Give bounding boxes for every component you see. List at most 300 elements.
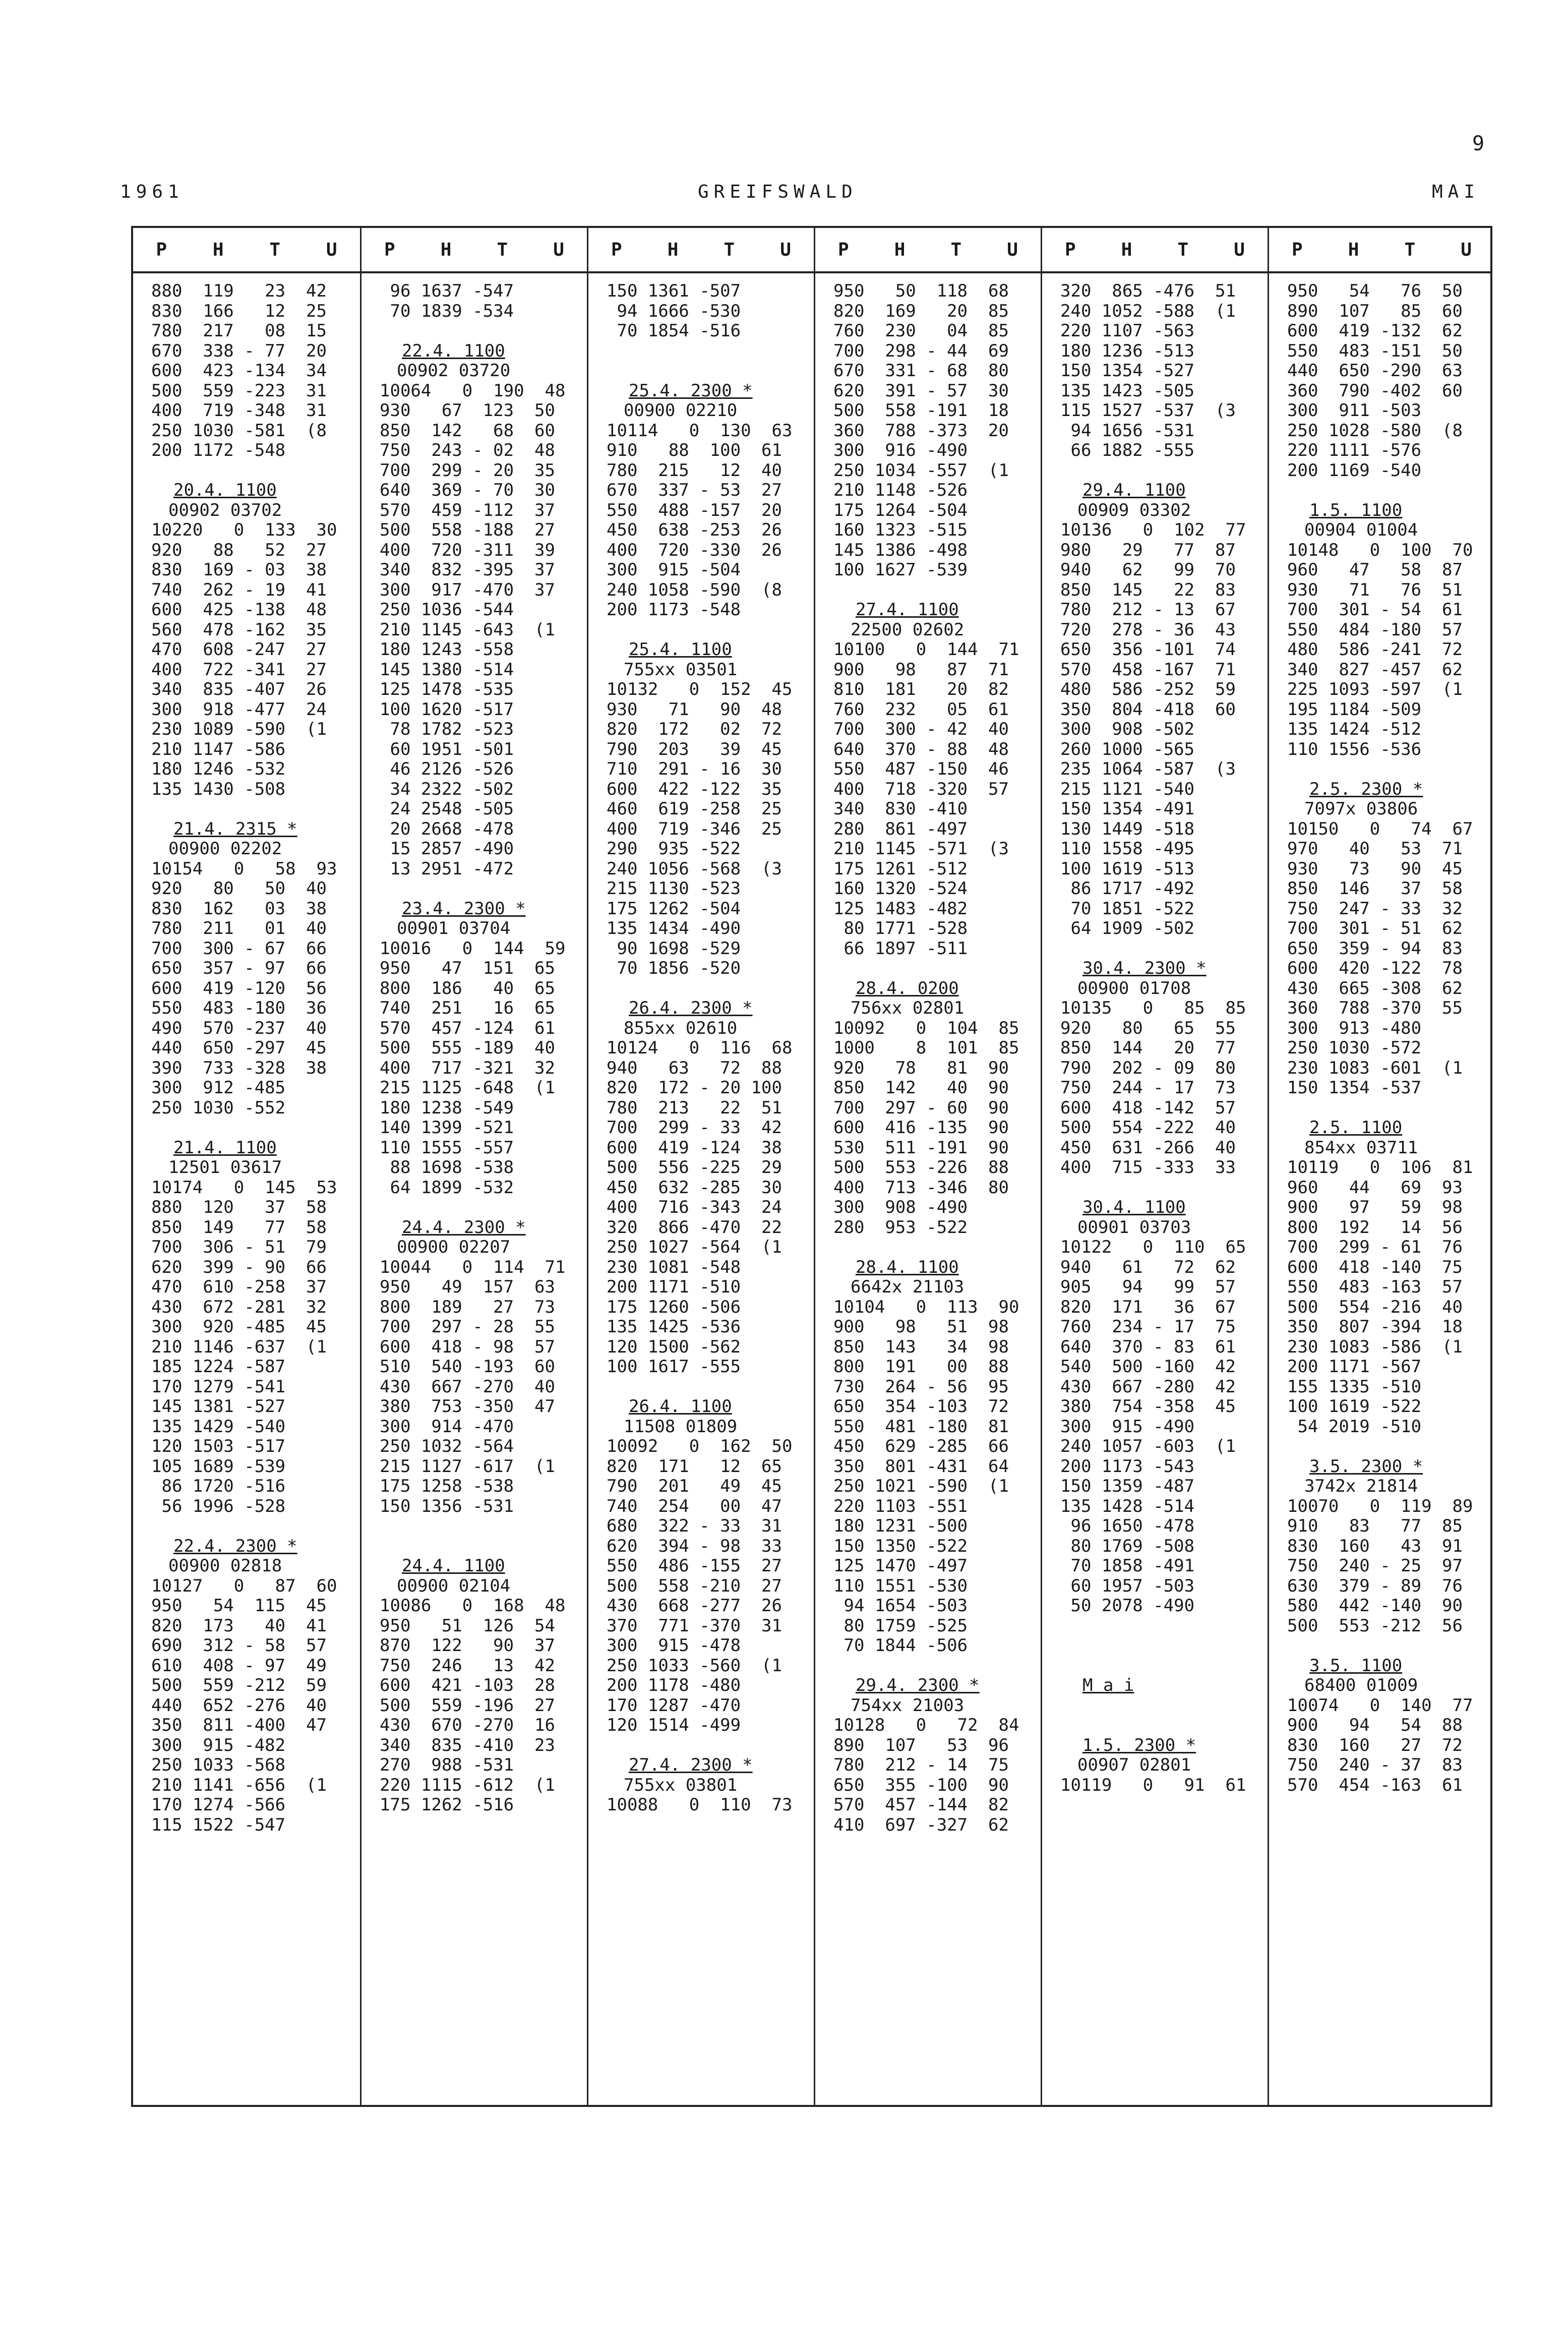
station-line: 12501 03617 xyxy=(168,1157,282,1178)
table-row: 300 914 -470 xyxy=(380,1416,514,1437)
table-row: 60 1957 -503 xyxy=(1060,1575,1195,1596)
table-row: 430 667 -270 40 xyxy=(380,1376,555,1397)
spacer xyxy=(361,1516,587,1537)
column-header-label: T xyxy=(950,239,962,260)
table-row: 650 357 - 97 66 xyxy=(151,958,327,978)
station-line: 756xx 02801 xyxy=(851,998,964,1018)
table-column xyxy=(1041,228,1268,2105)
table-row: 700 299 - 61 76 xyxy=(1287,1237,1463,1257)
table-row: 940 61 72 62 xyxy=(1060,1257,1236,1277)
column-header-label: T xyxy=(1404,239,1416,260)
spacer xyxy=(1042,1656,1268,1676)
table-row: 250 1034 -557 (1 xyxy=(833,460,1009,481)
table-row: 115 1527 -537 (3 xyxy=(1060,400,1236,421)
table-row: 86 1717 -492 xyxy=(1060,878,1195,899)
table-row: 950 54 115 45 xyxy=(151,1596,327,1616)
table-row: 810 181 20 82 xyxy=(833,679,1009,699)
table-row: 600 419 -124 38 xyxy=(607,1137,782,1158)
table-row: 300 915 -504 xyxy=(607,560,741,580)
table-row: 230 1089 -590 (1 xyxy=(151,719,327,739)
table-row: 10119 0 106 81 xyxy=(1287,1157,1473,1178)
table-row: 760 234 - 17 75 xyxy=(1060,1317,1236,1337)
table-row: 550 483 -180 36 xyxy=(151,998,327,1018)
column-header-label: H xyxy=(1348,239,1359,260)
table-row: 900 98 51 98 xyxy=(833,1317,1009,1337)
table-row: 620 394 - 98 33 xyxy=(607,1536,782,1556)
sounding-heading: 27.4. 2300 * xyxy=(629,1755,753,1775)
table-row: 600 418 -140 75 xyxy=(1287,1257,1463,1277)
sounding-heading: 25.4. 2300 * xyxy=(629,380,753,401)
table-row: 500 559 -223 31 xyxy=(151,380,327,401)
table-row: 730 264 - 56 95 xyxy=(833,1376,1009,1397)
table-row: 125 1470 -497 xyxy=(833,1556,968,1576)
table-row: 780 213 22 51 xyxy=(607,1097,782,1118)
table-row: 145 1380 -514 xyxy=(380,659,514,680)
table-row: 370 771 -370 31 xyxy=(607,1615,782,1636)
table-row: 830 169 - 03 38 xyxy=(151,560,327,580)
table-row: 86 1720 -516 xyxy=(151,1476,286,1496)
table-row: 550 487 -150 46 xyxy=(833,759,1009,779)
table-row: 24 2548 -505 xyxy=(380,799,514,819)
table-row: 910 83 77 85 xyxy=(1287,1516,1463,1536)
sounding-heading: 2.5. 1100 xyxy=(1309,1118,1403,1138)
table-row: 670 337 - 53 27 xyxy=(607,480,782,500)
table-row: 640 369 - 70 30 xyxy=(380,480,555,500)
table-row: 550 481 -180 81 xyxy=(833,1416,1009,1437)
table-row: 900 97 59 98 xyxy=(1287,1197,1463,1217)
table-row: 10100 0 144 71 xyxy=(833,639,1019,660)
table-row: 450 632 -285 30 xyxy=(607,1177,782,1198)
column-header-label: U xyxy=(1461,239,1472,260)
table-row: 750 240 - 25 97 xyxy=(1287,1556,1463,1576)
station-line: 22500 02602 xyxy=(851,619,964,640)
table-row: 10070 0 119 89 xyxy=(1287,1496,1473,1516)
station-line: 00900 02207 xyxy=(397,1237,511,1257)
table-row: 700 299 - 20 35 xyxy=(380,460,555,481)
table-row: 930 71 90 48 xyxy=(607,699,782,720)
table-row: 820 172 - 20 100 xyxy=(607,1078,782,1098)
spacer xyxy=(815,1238,1041,1258)
table-row: 720 278 - 36 43 xyxy=(1060,619,1236,640)
table-row: 180 1238 -549 xyxy=(380,1097,514,1118)
spacer xyxy=(1042,1178,1268,1198)
table-row: 250 1028 -580 (8 xyxy=(1287,420,1463,441)
table-row: 150 1356 -531 xyxy=(380,1496,514,1516)
table-row: 215 1125 -648 (1 xyxy=(380,1078,555,1098)
table-row: 10132 0 152 45 xyxy=(607,679,793,699)
table-row: 850 146 37 58 xyxy=(1287,878,1463,899)
table-row: 240 1052 -588 (1 xyxy=(1060,301,1236,321)
table-row: 440 650 -290 63 xyxy=(1287,361,1463,381)
table-row: 94 1654 -503 xyxy=(833,1596,968,1616)
table-row: 88 1698 -538 xyxy=(380,1157,514,1178)
table-row: 350 807 -394 18 xyxy=(1287,1317,1463,1337)
table-row: 210 1141 -656 (1 xyxy=(151,1775,327,1795)
table-row: 540 500 -160 42 xyxy=(1060,1357,1236,1377)
table-row: 650 359 - 94 83 xyxy=(1287,938,1463,959)
table-row: 135 1430 -508 xyxy=(151,779,286,799)
table-row: 125 1478 -535 xyxy=(380,679,514,699)
table-row: 500 558 -188 27 xyxy=(380,520,555,540)
spacer xyxy=(588,1377,814,1397)
table-row: 80 1769 -508 xyxy=(1060,1536,1195,1556)
table-row: 10088 0 110 73 xyxy=(607,1795,793,1815)
column-header-label: P xyxy=(611,239,622,260)
table-row: 56 1996 -528 xyxy=(151,1496,286,1516)
table-row: 450 638 -253 26 xyxy=(607,520,782,540)
table-row: 200 1171 -510 xyxy=(607,1277,741,1297)
table-row: 10148 0 100 70 xyxy=(1287,540,1473,560)
table-row: 300 908 -490 xyxy=(833,1197,968,1217)
table-row: 280 953 -522 xyxy=(833,1217,968,1238)
table-row: 700 300 - 67 66 xyxy=(151,938,327,959)
table-row: 940 62 99 70 xyxy=(1060,560,1236,580)
table-row: 920 78 81 90 xyxy=(833,1058,1009,1078)
table-row: 500 553 -212 56 xyxy=(1287,1615,1463,1636)
column-header-label: P xyxy=(1065,239,1076,260)
station-line: 00900 02104 xyxy=(397,1575,511,1596)
header-city: GREIFSWALD xyxy=(698,182,858,202)
table-row: 70 1851 -522 xyxy=(1060,898,1195,919)
column-header-label: H xyxy=(212,239,224,260)
spacer xyxy=(1042,1716,1268,1736)
table-row: 135 1424 -512 xyxy=(1287,719,1422,739)
table-row: 850 142 40 90 xyxy=(833,1078,1009,1098)
table-row: 740 254 00 47 xyxy=(607,1496,782,1516)
table-row: 570 457 -144 82 xyxy=(833,1795,1009,1815)
table-row: 195 1184 -509 xyxy=(1287,699,1422,720)
sounding-heading: 30.4. 2300 * xyxy=(1082,958,1207,978)
station-line: 00901 03703 xyxy=(1077,1217,1191,1238)
table-row: 215 1121 -540 xyxy=(1060,779,1195,799)
station-line: 854xx 03711 xyxy=(1304,1137,1418,1158)
table-row: 740 262 - 19 41 xyxy=(151,579,327,600)
table-row: 10074 0 140 77 xyxy=(1287,1695,1473,1716)
column-header xyxy=(588,228,814,271)
sounding-heading: 21.4. 2315 * xyxy=(173,818,297,839)
table-row: 340 827 -457 62 xyxy=(1287,659,1463,680)
table-row: 175 1261 -512 xyxy=(833,858,968,879)
table-row: 150 1354 -527 xyxy=(1060,361,1195,381)
table-row: 740 251 16 65 xyxy=(380,998,555,1018)
sounding-heading: 24.4. 2300 * xyxy=(402,1217,526,1238)
table-row: 400 719 -348 31 xyxy=(151,400,327,421)
table-row: 10122 0 110 65 xyxy=(1060,1237,1246,1257)
table-row: 300 915 -478 xyxy=(607,1635,741,1656)
table-row: 820 171 36 67 xyxy=(1060,1297,1236,1317)
spacer xyxy=(1269,481,1494,501)
table-row: 440 652 -276 40 xyxy=(151,1695,327,1716)
spacer xyxy=(1042,939,1268,959)
table-row: 200 1169 -540 xyxy=(1287,460,1422,481)
table-row: 820 173 40 41 xyxy=(151,1615,327,1636)
table-row: 570 459 -112 37 xyxy=(380,500,555,520)
sounding-heading: 1.5. 1100 xyxy=(1309,500,1403,520)
table-row: 180 1246 -532 xyxy=(151,759,286,779)
spacer xyxy=(588,361,814,381)
table-row: 670 331 - 68 80 xyxy=(833,361,1009,381)
table-row: 650 356 -101 74 xyxy=(1060,639,1236,660)
table-row: 700 301 - 54 61 xyxy=(1287,600,1463,620)
table-row: 650 354 -103 72 xyxy=(833,1396,1009,1417)
column-header-label: U xyxy=(553,239,564,260)
table-row: 820 171 12 65 xyxy=(607,1456,782,1477)
table-row: 700 300 - 42 40 xyxy=(833,719,1009,739)
table-row: 360 790 -402 60 xyxy=(1287,380,1463,401)
table-row: 600 422 -122 35 xyxy=(607,779,782,799)
table-row: 215 1127 -617 (1 xyxy=(380,1456,555,1477)
spacer xyxy=(588,341,814,362)
table-row: 900 98 87 71 xyxy=(833,659,1009,680)
station-line: 00900 02210 xyxy=(624,400,738,421)
table-row: 360 788 -370 55 xyxy=(1287,998,1463,1018)
table-row: 750 240 - 37 83 xyxy=(1287,1755,1463,1775)
table-row: 94 1666 -530 xyxy=(607,301,741,321)
spacer xyxy=(133,1118,360,1138)
table-row: 430 668 -277 26 xyxy=(607,1596,782,1616)
table-row: 120 1500 -562 xyxy=(607,1336,741,1357)
column-header xyxy=(1042,228,1268,271)
table-row: 580 442 -140 90 xyxy=(1287,1596,1463,1616)
table-row: 410 697 -327 62 xyxy=(833,1814,1009,1835)
table-row: 400 718 -320 57 xyxy=(833,779,1009,799)
table-row: 760 232 05 61 xyxy=(833,699,1009,720)
table-row: 980 29 77 87 xyxy=(1060,540,1236,560)
table-row: 145 1386 -498 xyxy=(833,540,968,560)
table-row: 120 1514 -499 xyxy=(607,1715,741,1735)
table-row: 110 1551 -530 xyxy=(833,1575,968,1596)
column-header-label: U xyxy=(1234,239,1245,260)
table-row: 64 1899 -532 xyxy=(380,1177,514,1198)
table-row: 250 1027 -564 (1 xyxy=(607,1237,782,1257)
station-line: 00900 02202 xyxy=(168,839,282,859)
table-row: 710 291 - 16 30 xyxy=(607,759,782,779)
table-row: 240 1057 -603 (1 xyxy=(1060,1436,1236,1456)
table-row: 10220 0 133 30 xyxy=(151,520,337,540)
table-row: 170 1274 -566 xyxy=(151,1795,286,1815)
table-row: 270 988 -531 xyxy=(380,1755,514,1775)
spacer xyxy=(815,959,1041,979)
table-row: 300 908 -502 xyxy=(1060,719,1195,739)
table-row: 280 861 -497 xyxy=(833,818,968,839)
table-row: 125 1483 -482 xyxy=(833,898,968,919)
table-row: 70 1858 -491 xyxy=(1060,1556,1195,1576)
sounding-heading: 3.5. 1100 xyxy=(1309,1655,1403,1676)
table-row: 800 191 00 88 xyxy=(833,1357,1009,1377)
table-row: 10104 0 113 90 xyxy=(833,1297,1019,1317)
table-row: 220 1107 -563 xyxy=(1060,321,1195,341)
table-row: 780 211 01 40 xyxy=(151,918,327,938)
spacer xyxy=(1042,461,1268,481)
column-header-label: T xyxy=(269,239,281,260)
station-line: 855xx 02610 xyxy=(624,1018,738,1038)
table-row: 10064 0 190 48 xyxy=(380,380,566,401)
table-row: 100 1617 -555 xyxy=(607,1357,741,1377)
table-row: 530 511 -191 90 xyxy=(833,1137,1009,1158)
table-row: 780 215 12 40 xyxy=(607,460,782,481)
table-row: 430 667 -280 42 xyxy=(1060,1376,1236,1397)
table-row: 250 1030 -581 (8 xyxy=(151,420,327,441)
table-row: 10044 0 114 71 xyxy=(380,1257,566,1277)
table-row: 210 1148 -526 xyxy=(833,480,968,500)
table-row: 620 391 - 57 30 xyxy=(833,380,1009,401)
spacer xyxy=(1042,1696,1268,1716)
table-row: 175 1258 -538 xyxy=(380,1476,514,1496)
table-row: 700 298 - 44 69 xyxy=(833,340,1009,361)
sounding-heading: 28.4. 1100 xyxy=(856,1257,959,1277)
table-row: 150 1361 -507 xyxy=(607,281,741,301)
sounding-heading: 21.4. 1100 xyxy=(173,1137,277,1158)
table-row: 160 1320 -524 xyxy=(833,878,968,899)
table-row: 185 1224 -587 xyxy=(151,1357,286,1377)
station-line: 00904 01004 xyxy=(1304,520,1418,540)
table-row: 560 478 -162 35 xyxy=(151,619,327,640)
table-row: 570 458 -167 71 xyxy=(1060,659,1236,680)
column-header-label: U xyxy=(326,239,337,260)
spacer xyxy=(361,1198,587,1218)
table-row: 215 1130 -523 xyxy=(607,878,741,899)
sounding-heading: 29.4. 2300 * xyxy=(856,1675,980,1695)
table-row: 790 203 39 45 xyxy=(607,739,782,759)
spacer xyxy=(1269,1636,1494,1656)
table-row: 140 1399 -521 xyxy=(380,1118,514,1138)
table-row: 960 44 69 93 xyxy=(1287,1177,1463,1198)
table-row: 13 2951 -472 xyxy=(380,858,514,879)
column-header xyxy=(133,228,360,271)
table-row: 300 912 -485 xyxy=(151,1078,286,1098)
table-row: 96 1650 -478 xyxy=(1060,1516,1195,1536)
table-row: 440 650 -297 45 xyxy=(151,1038,327,1058)
table-row: 90 1698 -529 xyxy=(607,938,741,959)
table-row: 105 1689 -539 xyxy=(151,1456,286,1477)
column-header-label: H xyxy=(894,239,906,260)
table-row: 600 419 -132 62 xyxy=(1287,321,1463,341)
table-row: 490 570 -237 40 xyxy=(151,1018,327,1038)
table-row: 500 559 -212 59 xyxy=(151,1675,327,1695)
spacer xyxy=(133,461,360,481)
table-row: 100 1620 -517 xyxy=(380,699,514,720)
sounding-heading: 2.5. 2300 * xyxy=(1309,779,1423,799)
table-row: 550 484 -180 57 xyxy=(1287,619,1463,640)
table-row: 70 1839 -534 xyxy=(380,301,514,321)
table-row: 10154 0 58 93 xyxy=(151,858,337,879)
table-row: 175 1260 -506 xyxy=(607,1297,741,1317)
table-row: 175 1264 -504 xyxy=(833,500,968,520)
column-header-label: H xyxy=(1121,239,1132,260)
table-row: 64 1909 -502 xyxy=(1060,918,1195,938)
spacer xyxy=(361,321,587,341)
table-column xyxy=(1268,228,1494,2105)
table-row: 870 122 90 37 xyxy=(380,1635,555,1656)
table-row: 820 172 02 72 xyxy=(607,719,782,739)
table-row: 970 40 53 71 xyxy=(1287,839,1463,859)
table-row: 300 913 -480 xyxy=(1287,1018,1422,1038)
spacer xyxy=(588,620,814,640)
table-row: 700 301 - 51 62 xyxy=(1287,918,1463,938)
table-row: 930 71 76 51 xyxy=(1287,579,1463,600)
table-row: 10092 0 162 50 xyxy=(607,1436,793,1456)
sounding-heading: 22.4. 1100 xyxy=(402,340,505,361)
column-header xyxy=(815,228,1041,271)
station-line: 68400 01009 xyxy=(1304,1675,1418,1695)
table-row: 550 483 -151 50 xyxy=(1287,340,1463,361)
table-row: 950 51 126 54 xyxy=(380,1615,555,1636)
column-header-label: H xyxy=(667,239,679,260)
table-row: 250 1033 -560 (1 xyxy=(607,1655,782,1676)
table-row: 950 54 76 50 xyxy=(1287,281,1463,301)
table-row: 340 832 -395 37 xyxy=(380,560,555,580)
table-row: 880 119 23 42 xyxy=(151,281,327,301)
table-row: 120 1503 -517 xyxy=(151,1436,286,1456)
table-row: 200 1178 -480 xyxy=(607,1675,741,1695)
station-line: 00900 01708 xyxy=(1077,978,1191,999)
header-month: MAI xyxy=(1432,182,1480,202)
table-row: 360 788 -373 20 xyxy=(833,420,1009,441)
table-row: 10174 0 145 53 xyxy=(151,1177,337,1198)
table-row: 930 67 123 50 xyxy=(380,400,555,421)
sounding-heading: 26.4. 2300 * xyxy=(629,998,753,1018)
table-row: 180 1231 -500 xyxy=(833,1516,968,1536)
table-row: 700 297 - 28 55 xyxy=(380,1317,555,1337)
table-row: 200 1172 -548 xyxy=(151,440,286,460)
header-year: 1961 xyxy=(120,182,184,202)
table-row: 610 408 - 97 49 xyxy=(151,1655,327,1676)
table-row: 340 835 -410 23 xyxy=(380,1735,555,1755)
data-table xyxy=(131,226,1492,2107)
table-row: 700 297 - 60 90 xyxy=(833,1097,1009,1118)
table-row: 10114 0 130 63 xyxy=(607,420,793,441)
table-row: 630 379 - 89 76 xyxy=(1287,1575,1463,1596)
table-row: 110 1558 -495 xyxy=(1060,839,1195,859)
table-row: 350 801 -431 64 xyxy=(833,1456,1009,1477)
station-line: 3742x 21814 xyxy=(1304,1476,1418,1496)
station-line: 754xx 21003 xyxy=(851,1695,964,1716)
table-row: 150 1350 -522 xyxy=(833,1536,968,1556)
table-row: 620 399 - 90 66 xyxy=(151,1257,327,1277)
sounding-heading: 3.5. 2300 * xyxy=(1309,1456,1423,1477)
table-row: 135 1428 -514 xyxy=(1060,1496,1195,1516)
table-row: 400 717 -321 32 xyxy=(380,1058,555,1078)
table-row: 780 217 08 15 xyxy=(151,321,327,341)
table-row: 240 1056 -568 (3 xyxy=(607,858,782,879)
table-row: 135 1425 -536 xyxy=(607,1317,741,1337)
table-row: 220 1111 -576 xyxy=(1287,440,1422,460)
table-row: 910 88 100 61 xyxy=(607,440,782,460)
spacer xyxy=(133,799,360,819)
column-header-label: T xyxy=(723,239,735,260)
sounding-heading: 30.4. 1100 xyxy=(1082,1197,1186,1217)
table-row: 220 1103 -551 xyxy=(833,1496,968,1516)
table-row: 10128 0 72 84 xyxy=(833,1715,1019,1735)
table-row: 480 586 -252 59 xyxy=(1060,679,1236,699)
table-column xyxy=(360,228,587,2105)
spacer xyxy=(588,979,814,999)
table-row: 110 1555 -557 xyxy=(380,1137,514,1158)
table-row: 450 631 -266 40 xyxy=(1060,1137,1236,1158)
table-row: 400 715 -333 33 xyxy=(1060,1157,1236,1178)
station-line: 00907 02801 xyxy=(1077,1755,1191,1775)
table-row: 150 1359 -487 xyxy=(1060,1476,1195,1496)
station-line: 7097x 03806 xyxy=(1304,799,1418,819)
table-row: 300 920 -485 45 xyxy=(151,1317,327,1337)
table-row: 500 558 -210 27 xyxy=(607,1575,782,1596)
table-row: 320 865 -476 51 xyxy=(1060,281,1236,301)
table-row: 220 1115 -612 (1 xyxy=(380,1775,555,1795)
table-row: 10119 0 91 61 xyxy=(1060,1775,1246,1795)
table-row: 150 1354 -537 xyxy=(1287,1078,1422,1098)
table-row: 830 162 03 38 xyxy=(151,898,327,919)
spacer xyxy=(1269,1437,1494,1457)
